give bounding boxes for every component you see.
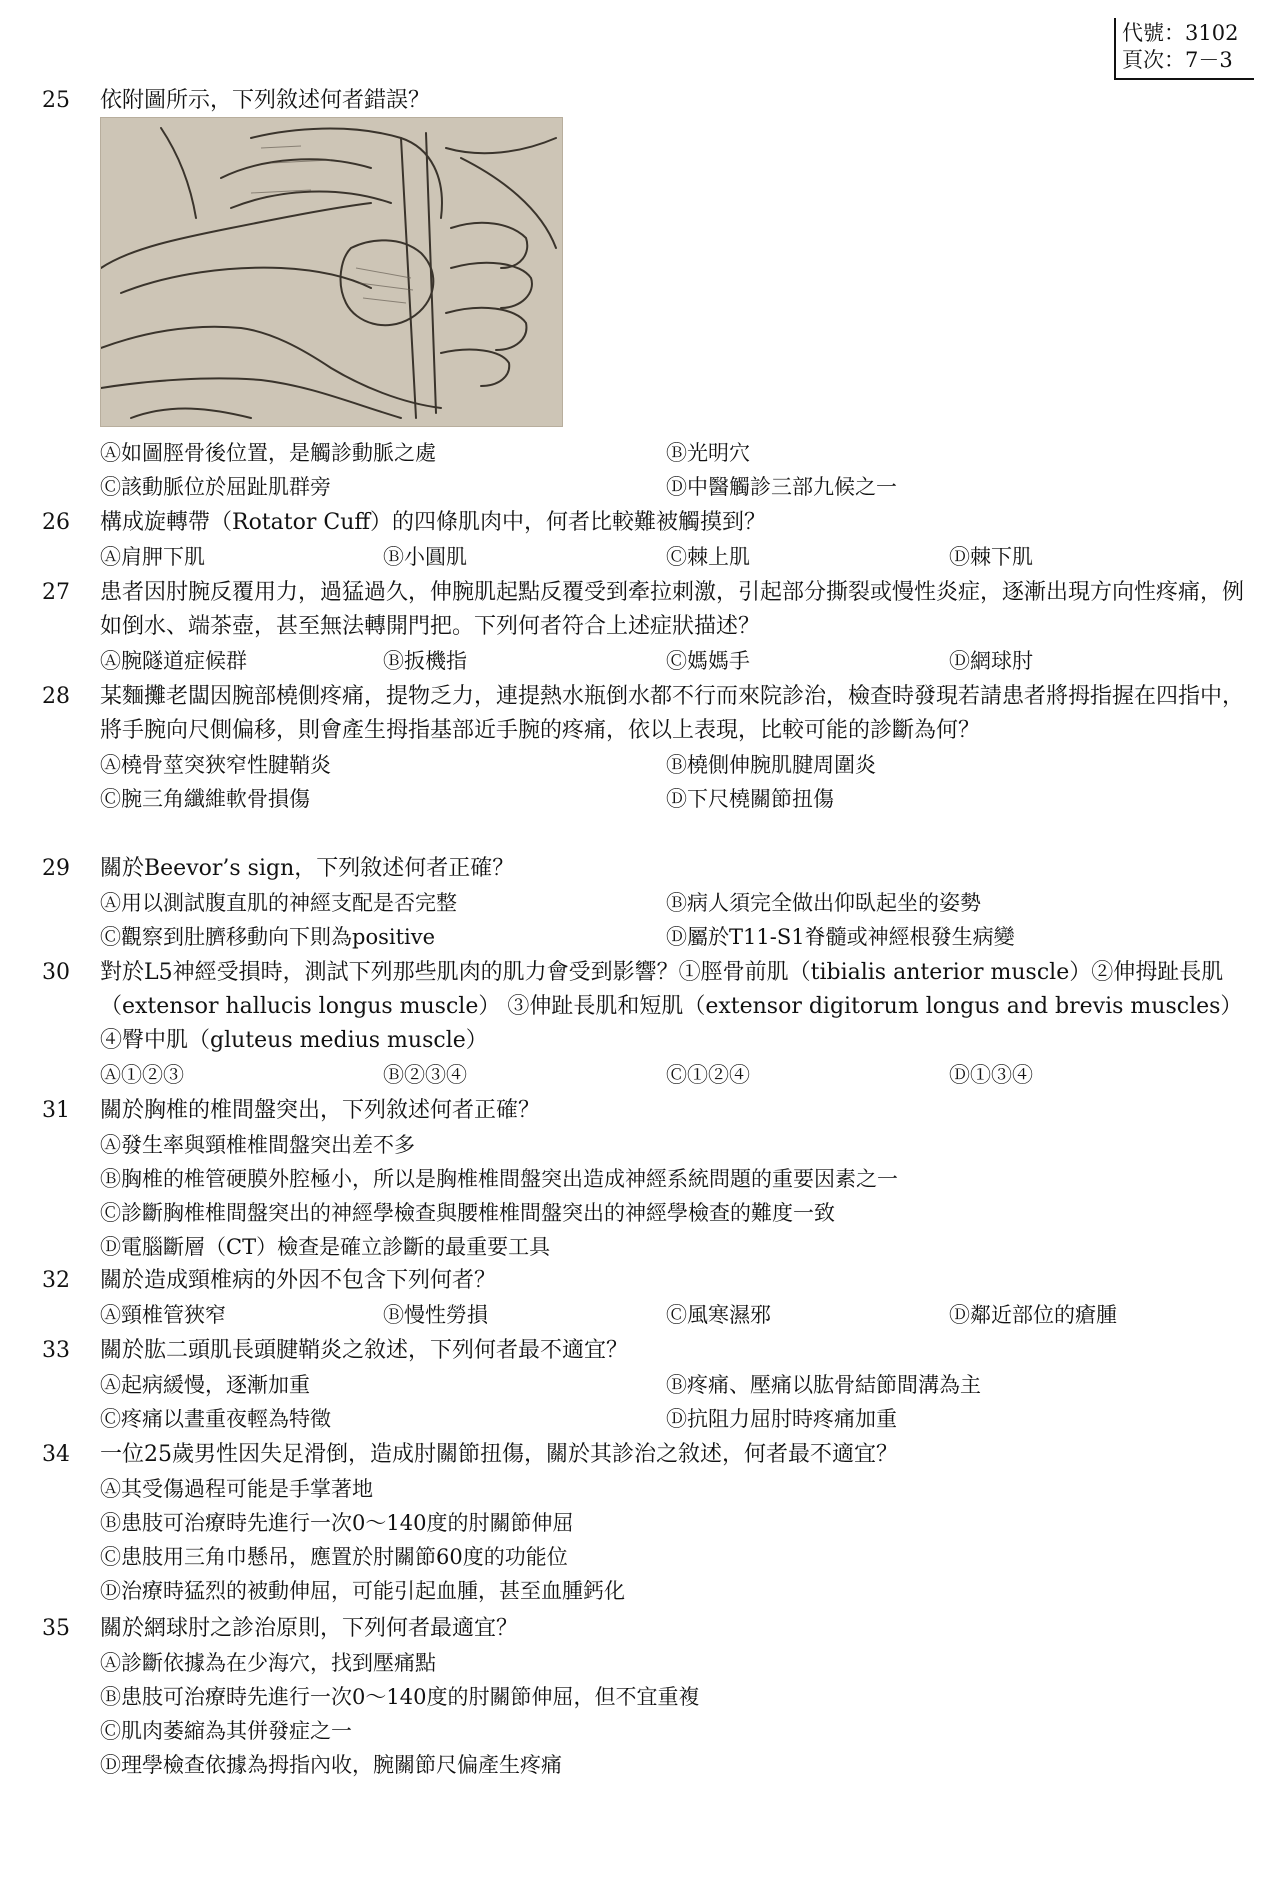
- exam-code: 代號：3102: [1122, 21, 1239, 45]
- option-d[interactable]: Ⓓ下尺橈關節扭傷: [666, 787, 834, 811]
- option-a[interactable]: Ⓐ腕隧道症候群: [100, 649, 247, 673]
- question-stem: 關於胸椎的椎間盤突出，下列敘述何者正確？: [100, 1098, 541, 1123]
- option-d[interactable]: Ⓓ電腦斷層（CT）檢查是確立診斷的最重要工具: [100, 1235, 551, 1259]
- question-number: 33: [42, 1338, 70, 1363]
- option-c[interactable]: Ⓒ①②④: [666, 1063, 750, 1087]
- question-number: 30: [42, 960, 70, 985]
- option-b[interactable]: Ⓑ②③④: [383, 1063, 467, 1087]
- question-31: [42, 1094, 1246, 1264]
- option-c[interactable]: Ⓒ肌肉萎縮為其併發症之一: [100, 1719, 352, 1743]
- option-a[interactable]: Ⓐ發生率與頸椎椎間盤突出差不多: [100, 1133, 415, 1157]
- option-b[interactable]: Ⓑ橈側伸腕肌腱周圍炎: [666, 753, 876, 777]
- question-28: [42, 680, 1246, 816]
- option-a[interactable]: Ⓐ頸椎管狹窄: [100, 1303, 226, 1327]
- page-number: 頁次：7－3: [1122, 48, 1233, 72]
- option-d[interactable]: Ⓓ網球肘: [949, 649, 1033, 673]
- option-a[interactable]: Ⓐ肩胛下肌: [100, 545, 205, 569]
- option-c[interactable]: Ⓒ棘上肌: [666, 545, 750, 569]
- option-c[interactable]: Ⓒ疼痛以晝重夜輕為特徵: [100, 1407, 331, 1431]
- question-stem: 關於肱二頭肌長頭腱鞘炎之敘述，下列何者最不適宜？: [100, 1338, 629, 1363]
- question-stem: 對於L5神經受損時，測試下列那些肌肉的肌力會受到影響？①脛骨前肌（tibialis anterior muscle）②伸拇趾長肌（extensor hallucis longus muscle） ③伸趾長肌和短肌（extensor digitorum longus and brevis muscles） ④臀中肌（gluteus medius muscle）: [100, 960, 1243, 1053]
- hand-palpating-foot-illustration: [101, 118, 562, 426]
- option-c[interactable]: Ⓒ腕三角纖維軟骨損傷: [100, 787, 310, 811]
- option-a[interactable]: Ⓐ橈骨莖突狹窄性腱鞘炎: [100, 753, 331, 777]
- question-number: 32: [42, 1268, 70, 1293]
- page-code-box: [1114, 18, 1254, 80]
- option-b[interactable]: Ⓑ病人須完全做出仰臥起坐的姿勢: [666, 891, 981, 915]
- question-number: 28: [42, 684, 70, 709]
- option-b[interactable]: Ⓑ患肢可治療時先進行一次0～140度的肘關節伸屈，但不宜重複: [100, 1685, 700, 1709]
- question-stem: 某麵攤老闆因腕部橈側疼痛，提物乏力，連提熱水瓶倒水都不行而來院診治，檢查時發現若請患者將拇指握在四指中，將手腕向尺側偏移，則會產生拇指基部近手腕的疼痛，依以上表現，比較可能的診斷為何？: [100, 684, 1245, 743]
- option-d[interactable]: Ⓓ鄰近部位的瘡腫: [949, 1303, 1117, 1327]
- question-33: [42, 1334, 1246, 1436]
- question-stem: 依附圖所示，下列敘述何者錯誤？: [100, 88, 431, 113]
- option-a[interactable]: Ⓐ如圖脛骨後位置，是觸診動脈之處: [100, 441, 436, 465]
- option-d[interactable]: Ⓓ中醫觸診三部九候之一: [666, 475, 897, 499]
- option-a[interactable]: Ⓐ其受傷過程可能是手掌著地: [100, 1477, 373, 1501]
- question-34: [42, 1438, 1246, 1608]
- question-number: 29: [42, 856, 70, 881]
- question-number: 26: [42, 510, 70, 535]
- option-d[interactable]: Ⓓ屬於T11-S1脊髓或神經根發生病變: [666, 925, 1015, 949]
- option-b[interactable]: Ⓑ胸椎的椎管硬膜外腔極小，所以是胸椎椎間盤突出造成神經系統問題的重要因素之一: [100, 1167, 898, 1191]
- question-stem: 關於造成頸椎病的外因不包含下列何者？: [100, 1268, 497, 1293]
- option-b[interactable]: Ⓑ小圓肌: [383, 545, 467, 569]
- question-26: [42, 506, 1246, 574]
- option-b[interactable]: Ⓑ疼痛、壓痛以肱骨結節間溝為主: [666, 1373, 981, 1397]
- option-c[interactable]: Ⓒ觀察到肚臍移動向下則為positive: [100, 925, 436, 949]
- question-stem: 一位25歲男性因失足滑倒，造成肘關節扭傷，關於其診治之敘述，何者最不適宜？: [100, 1442, 898, 1467]
- option-c[interactable]: Ⓒ風寒濕邪: [666, 1303, 771, 1327]
- option-a[interactable]: Ⓐ起病緩慢，逐漸加重: [100, 1373, 310, 1397]
- question-35: [42, 1612, 1246, 1782]
- question-25: [42, 84, 1246, 118]
- question-number: 31: [42, 1098, 70, 1123]
- question-29: [42, 852, 1246, 954]
- option-c[interactable]: Ⓒ該動脈位於屈趾肌群旁: [100, 475, 331, 499]
- question-number: 34: [42, 1442, 70, 1467]
- option-a[interactable]: Ⓐ診斷依據為在少海穴，找到壓痛點: [100, 1651, 436, 1675]
- option-b[interactable]: Ⓑ慢性勞損: [383, 1303, 488, 1327]
- option-c[interactable]: Ⓒ媽媽手: [666, 649, 750, 673]
- figure-ankle-pulse-palpation: [100, 117, 563, 427]
- question-stem: 構成旋轉帶（Rotator Cuff）的四條肌肉中，何者比較難被觸摸到？: [100, 510, 766, 535]
- question-stem: 關於網球肘之診治原則，下列何者最適宜？: [100, 1616, 519, 1641]
- option-d[interactable]: Ⓓ①③④: [949, 1063, 1033, 1087]
- question-number: 25: [42, 88, 70, 113]
- option-c[interactable]: Ⓒ患肢用三角巾懸吊，應置於肘關節60度的功能位: [100, 1545, 568, 1569]
- option-b[interactable]: Ⓑ光明穴: [666, 441, 750, 465]
- question-25-options: [42, 436, 1246, 504]
- question-32: [42, 1264, 1246, 1332]
- question-number: 27: [42, 580, 70, 605]
- question-number: 35: [42, 1616, 70, 1641]
- option-b[interactable]: Ⓑ扳機指: [383, 649, 467, 673]
- question-30: [42, 956, 1246, 1092]
- option-a[interactable]: Ⓐ用以測試腹直肌的神經支配是否完整: [100, 891, 457, 915]
- option-b[interactable]: Ⓑ患肢可治療時先進行一次0～140度的肘關節伸屈: [100, 1511, 574, 1535]
- option-d[interactable]: Ⓓ治療時猛烈的被動伸屈，可能引起血腫，甚至血腫鈣化: [100, 1579, 625, 1603]
- question-27: [42, 576, 1246, 678]
- option-d[interactable]: Ⓓ抗阻力屈肘時疼痛加重: [666, 1407, 897, 1431]
- option-c[interactable]: Ⓒ診斷胸椎椎間盤突出的神經學檢查與腰椎椎間盤突出的神經學檢查的難度一致: [100, 1201, 835, 1225]
- option-d[interactable]: Ⓓ理學檢查依據為拇指內收，腕關節尺偏產生疼痛: [100, 1753, 562, 1777]
- question-stem: 患者因肘腕反覆用力，過猛過久，伸腕肌起點反覆受到牽拉刺激，引起部分撕裂或慢性炎症，逐漸出現方向性疼痛，例如倒水、端茶壺，甚至無法轉開門把。下列何者符合上述症狀描述？: [100, 580, 1245, 639]
- question-stem: 關於Beevor’s sign，下列敘述何者正確？: [100, 856, 515, 881]
- option-d[interactable]: Ⓓ棘下肌: [949, 545, 1033, 569]
- option-a[interactable]: Ⓐ①②③: [100, 1063, 184, 1087]
